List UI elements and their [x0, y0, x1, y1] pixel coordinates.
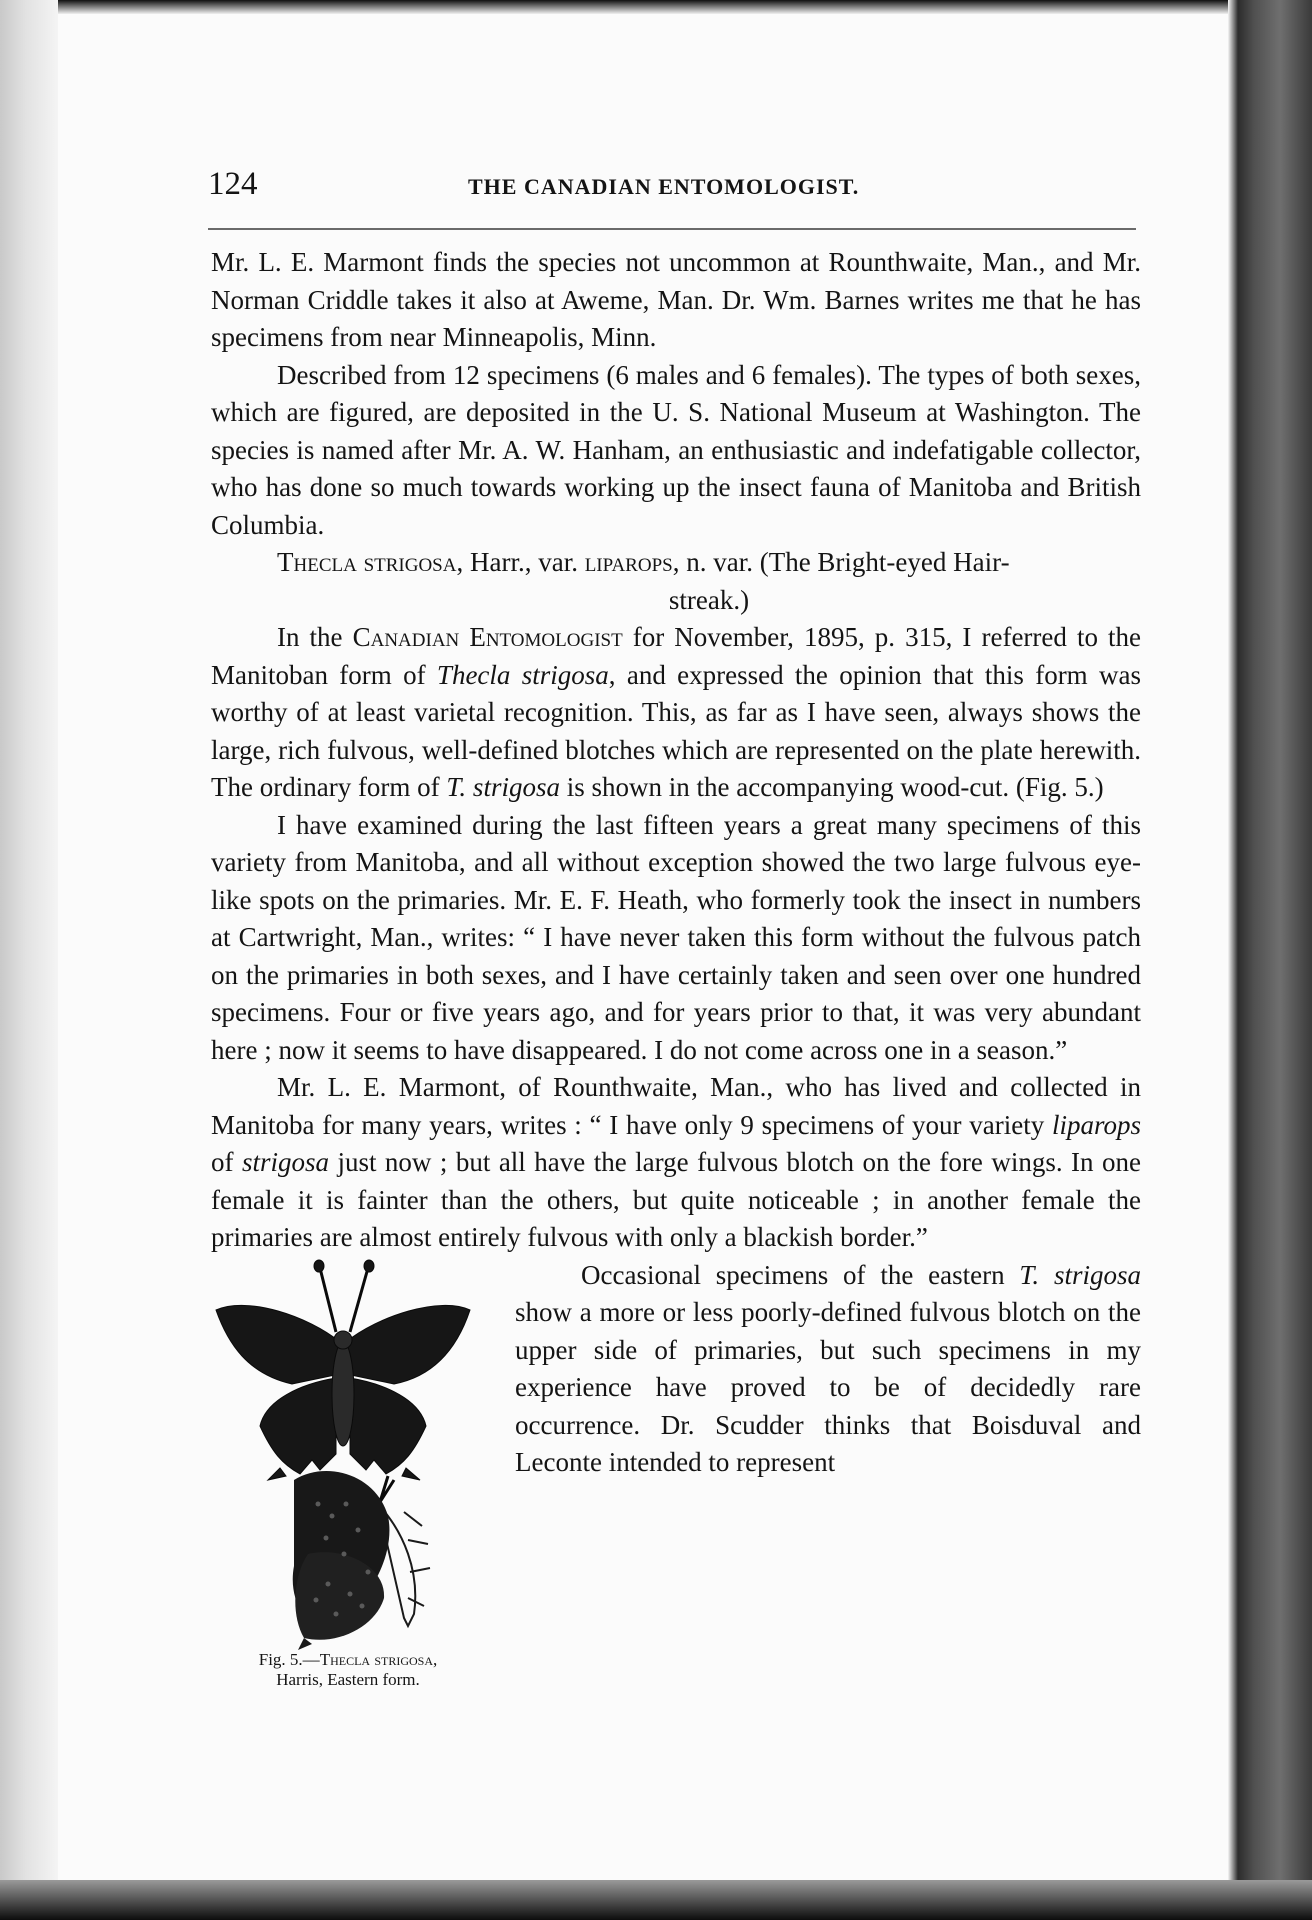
p6-text-a: Occasional specimens of the eastern [581, 1259, 1020, 1290]
species-name: Thecla strigosa [436, 659, 609, 690]
running-head: THE CANADIAN ENTOMOLOGIST. [468, 174, 860, 199]
p3-text-a: In the [277, 622, 353, 652]
paragraph-2: Described from 12 specimens (6 males and 6 females). The types of both sexes, which are figured, are deposited in the U. S. National Museum at Washington. The species is named after Mr. A. W. Hanham, an enthusiastic and indefatigable collector, who has done so much towards working up the insect fauna of Manitoba and British Columbia. [211, 359, 1141, 540]
p5-text-b: of [211, 1147, 242, 1177]
paragraph-5 [211, 1069, 1141, 1257]
butterfly-illustration [208, 1254, 490, 1670]
heading-end: , n. var. (The Bright-eyed Hair- [672, 547, 1010, 577]
scan-left-edge [0, 0, 58, 1920]
p3-text-c: , and expressed the opinion that this form was worthy of at least varietal recognition. This, as far as I have seen, always shows the large, rich fulvous, well-defined blotches which are represented on the plate herewith. The ordinary form of [211, 659, 1141, 802]
butterfly-closed-wings [293, 1471, 430, 1650]
p3-text-d: is shown in the accompanying wood-cut. (Fig. 5.) [559, 772, 1104, 802]
species-name-abbrev: T. strigosa [446, 772, 560, 802]
journal-name: Canadian Entomologist [352, 622, 623, 652]
scan-bottom-edge [0, 1880, 1312, 1920]
page-number: 124 [208, 166, 258, 202]
heading-genus: Thecla strigosa [277, 547, 457, 577]
heading-mid: , Harr., var. [456, 547, 585, 577]
p6-text-b: show a more or less poorly-defined fulvous blotch on the upper side of primaries, but such specimens in my experience have proved to be of decidedly rare occurrence. Dr. Scudder thinks that Boisduval and Leconte intended to represent [515, 1297, 1141, 1477]
figure-5-woodcut [208, 1254, 490, 1670]
p5-text-c: just now ; but all have the large fulvous blotch on the fore wings. In one female it is fainter than the others, but quite noticeable ; in another female the primaries are almost entirely fulvous with only a blackish border.” [211, 1147, 1141, 1252]
scan-top-edge [0, 0, 1312, 14]
p5-text-a: Mr. L. E. Marmont, of Rounthwaite, Man., who has lived and collected in Manitoba for many years, writes : “ I have only 9 specimens of your variety [211, 1072, 1141, 1140]
species-name-eastern: T. strigosa [1019, 1259, 1142, 1290]
p3-text-b: for November, 1895, p. 315, I referred to the Manitoban form of [211, 622, 1141, 690]
variety-heading [211, 544, 1141, 582]
book-binding-edge [1228, 0, 1312, 1920]
paragraph-4: I have examined during the last fifteen years a great many specimens of this variety from Manitoba, and all without exception showed the two large fulvous eye-like spots on the primaries. Mr. E. F. Heath, who formerly took the insect in numbers at Cartwright, Man., writes: “ I have never taken this form without the fulvous patch on the primaries in both sexes, and I have certainly taken and seen over one hundred specimens. Four or five years ago, and for years prior to that, it was very abundant here ; now it seems to have disappeared. I do not come across one in a season.” [211, 809, 1141, 1065]
butterfly-spread-wings [216, 1260, 470, 1480]
variety-heading-cont: streak.) [668, 584, 750, 615]
paragraph-3 [211, 619, 1141, 807]
variety-name: liparops [1051, 1109, 1141, 1140]
caption-line-2: Harris, Eastern form. [276, 1670, 420, 1689]
caption-line-1 [198, 1650, 498, 1670]
paragraph-1: Mr. L. E. Marmont finds the species not uncommon at Rounthwaite, Man., and Mr. Norman Criddle takes it also at Aweme, Man. Dr. Wm. Barnes writes me that he has specimens from near Minneapolis, Minn. [211, 247, 1141, 352]
species-name-short: strigosa [241, 1147, 329, 1177]
heading-variety: liparops [584, 547, 673, 577]
caption-species: Thecla strigosa, [319, 1650, 438, 1669]
caption-figure-number: Fig. 5.— [258, 1650, 320, 1669]
header-rule [208, 228, 1136, 230]
figure-caption [198, 1650, 498, 1690]
